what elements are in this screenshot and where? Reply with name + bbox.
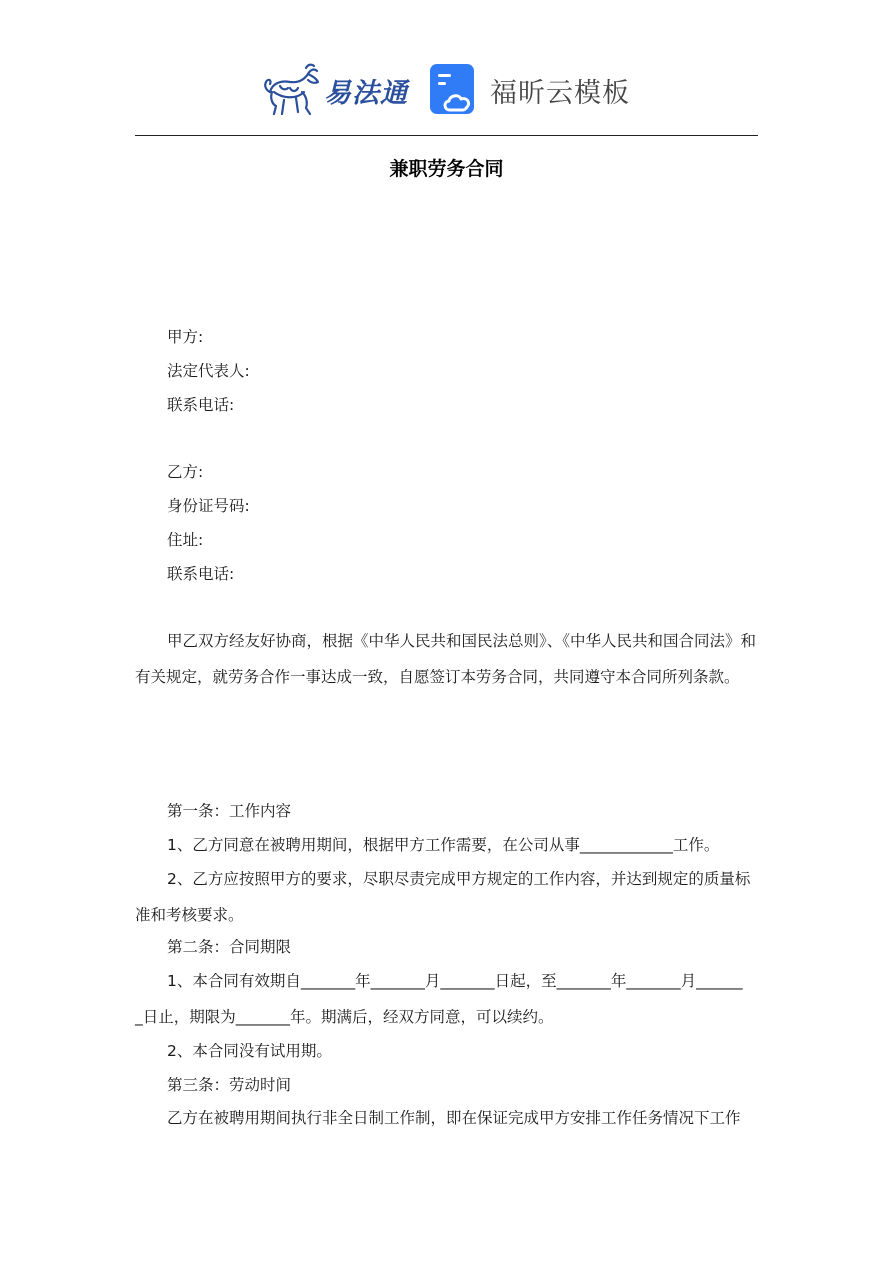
party-b-address: 住址: (167, 531, 204, 549)
clause-heading: 第三条：劳动时间 (167, 1076, 292, 1094)
party-a-label: 甲方: (167, 328, 204, 346)
preamble-line: 有关规定，就劳务合作一事达成一致，自愿签订本劳务合同，共同遵守本合同所列条款。 (135, 668, 740, 686)
clause-line: 乙方在被聘用期间执行非全日制工作制，即在保证完成甲方安排工作任务情况下工作 (167, 1109, 741, 1127)
header-logos (262, 62, 630, 118)
cloud-document-icon (430, 64, 480, 116)
clause-line: 2、本合同没有试用期。 (167, 1042, 332, 1060)
clause-line: 1、本合同有效期自_______年_______月_______日起，至_______年_______月______ (167, 972, 743, 990)
document-title: 兼职劳务合同 (389, 158, 504, 180)
party-a-representative: 法定代表人: (167, 362, 250, 380)
party-b-label: 乙方: (167, 463, 204, 481)
party-b-phone: 联系电话: (167, 565, 235, 583)
header-divider (135, 135, 758, 136)
clause-line: 2、乙方应按照甲方的要求，尽职尽责完成甲方规定的工作内容，并达到规定的质量标 (167, 870, 751, 888)
party-a-phone: 联系电话: (167, 396, 235, 414)
clause-line: 1、乙方同意在被聘用期间，根据甲方工作需要，在公司从事____________工作。 (167, 836, 720, 854)
clause-heading: 第一条：工作内容 (167, 802, 292, 820)
fuxin-brand-text: 福昕云模板 (490, 77, 630, 109)
preamble-line: 甲乙双方经友好协商，根据《中华人民共和国民法总则》、《中华人民共和国合同法》和 (167, 632, 757, 650)
party-b-id-number: 身份证号码: (167, 497, 250, 515)
fuxin-logo (430, 64, 630, 116)
qilin-icon (262, 62, 322, 118)
yifatong-logo (262, 62, 408, 118)
clause-line: 准和考核要求。 (135, 906, 244, 924)
clause-line: _日止，期限为_______年。期满后，经双方同意，可以续约。 (135, 1008, 554, 1026)
clause-heading: 第二条：合同期限 (167, 938, 292, 956)
yifatong-brand-text: 易法通 (324, 77, 408, 109)
